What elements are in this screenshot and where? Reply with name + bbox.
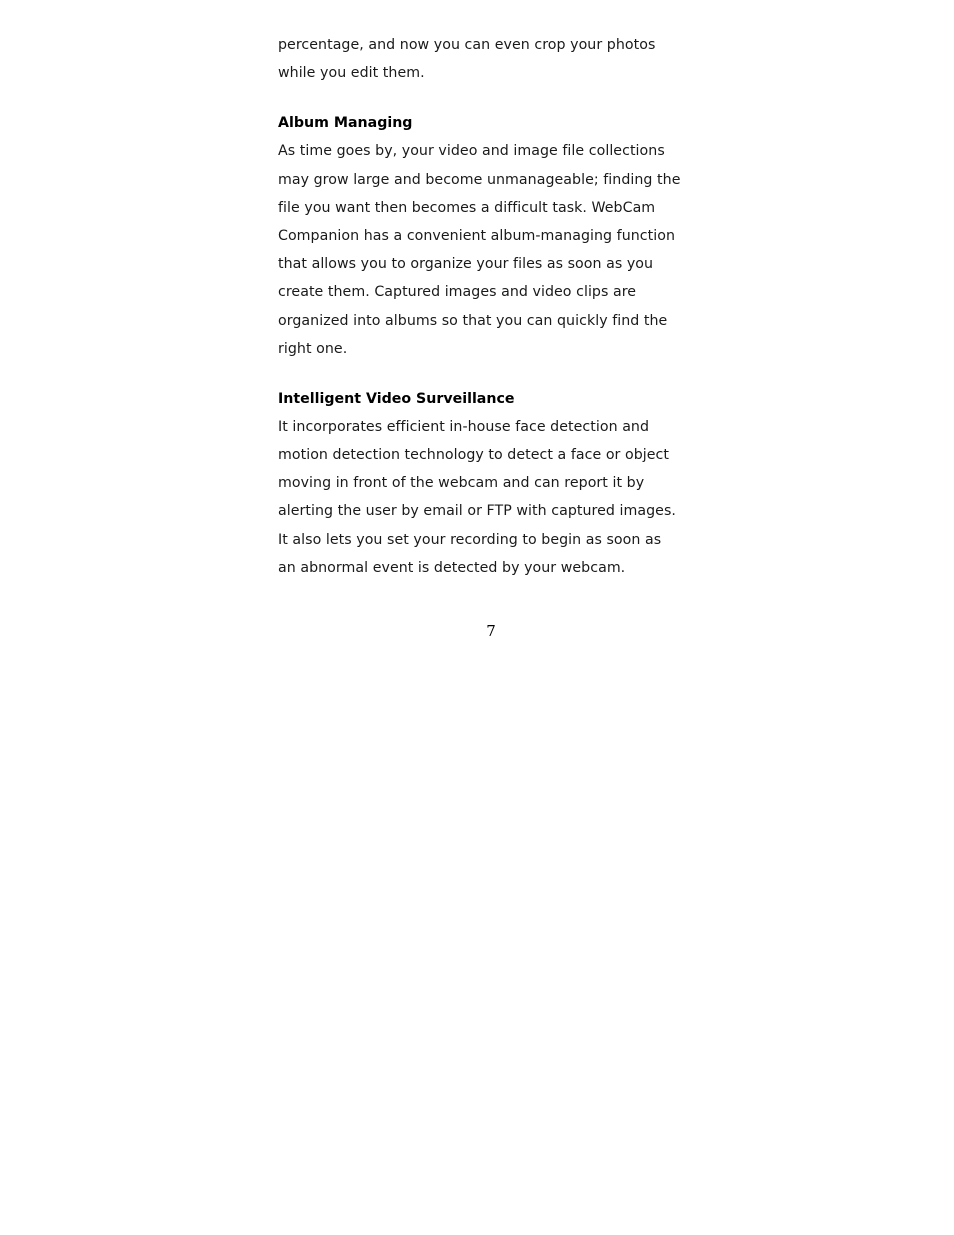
paragraph-line: an abnormal event is detected by your webcam. [278, 559, 626, 576]
paragraph-line: may grow large and become unmanageable; finding the [278, 171, 681, 188]
paragraph-line: motion detection technology to detect a face or object [278, 447, 670, 464]
paragraph-line: moving in front of the webcam and can report it by [278, 475, 645, 492]
paragraph-line: alerting the user by email or FTP with captured images. [278, 503, 676, 520]
section-heading: Intelligent Video Surveillance [278, 390, 515, 407]
paragraph-line: It also lets you set your recording to begin as soon as [278, 531, 662, 548]
page-content [278, 31, 688, 582]
section-heading: Album Managing [278, 115, 413, 132]
intro-paragraph [278, 31, 688, 87]
paragraph-line: right one. [278, 340, 348, 357]
paragraph-line: percentage, and now you can even crop your photos [278, 37, 656, 53]
page-number: 7 [486, 622, 496, 640]
paragraph-line: file you want then becomes a difficult task. WebCam [278, 199, 656, 216]
paragraph-line: while you edit them. [278, 65, 425, 82]
surveillance-section [278, 385, 688, 582]
paragraph-line: that allows you to organize your files as soon as you [278, 256, 654, 273]
paragraph-line: create them. Captured images and video clips are [278, 284, 637, 301]
paragraph-line: Companion has a convenient album-managing function [278, 227, 676, 244]
album-managing-section [278, 109, 688, 363]
paragraph-line: organized into albums so that you can quickly find the [278, 312, 668, 329]
paragraph-line: As time goes by, your video and image file collections [278, 143, 665, 160]
paragraph-line: It incorporates efficient in-house face detection and [278, 418, 650, 435]
